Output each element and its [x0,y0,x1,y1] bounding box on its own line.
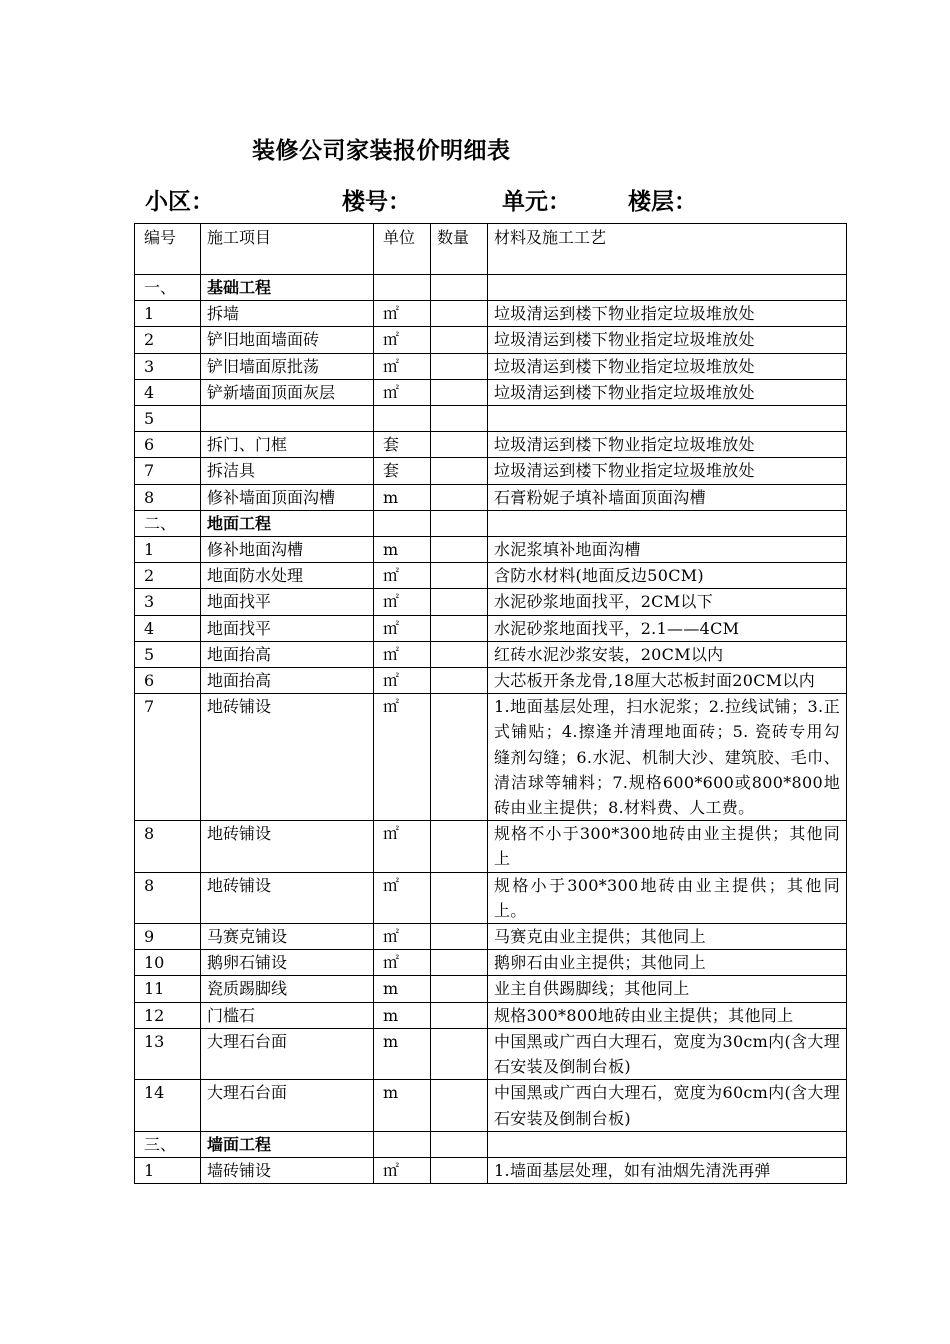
cell-item: 地面找平 [201,615,374,641]
table-row [135,976,847,1002]
cell-no: 12 [135,1002,201,1028]
cell-item: 基础工程 [201,275,374,301]
table-row [135,924,847,950]
cell-desc: 规格300*800地砖由业主提供；其他同上 [488,1002,847,1028]
cell-unit: m [374,976,431,1002]
cell-desc: 垃圾清运到楼下物业指定垃圾堆放处 [488,379,847,405]
header-desc: 材料及施工工艺 [488,224,847,275]
cell-unit: 套 [374,432,431,458]
cell-item: 铲旧墙面原批荡 [201,353,374,379]
table-row [135,821,847,872]
cell-no: 8 [135,821,201,872]
cell-desc: 规格不小于300*300地砖由业主提供；其他同上 [488,821,847,872]
cell-item: 铲旧地面墙面砖 [201,327,374,353]
unit-label: 单元： [502,188,571,215]
cell-desc: 石膏粉妮子填补墙面顶面沟槽 [488,484,847,510]
cell-no: 3 [135,589,201,615]
cell-unit: ㎡ [374,694,431,821]
cell-desc: 垃圾清运到楼下物业指定垃圾堆放处 [488,301,847,327]
cell-item: 地砖铺设 [201,821,374,872]
cell-desc: 水泥浆填补地面沟槽 [488,537,847,563]
cell-item: 地面抬高 [201,668,374,694]
cell-qty [431,301,488,327]
quote-table-body [135,224,847,1184]
table-row [135,458,847,484]
cell-desc: 垃圾清运到楼下物业指定垃圾堆放处 [488,353,847,379]
cell-no: 2 [135,563,201,589]
cell-unit: m [374,537,431,563]
cell-qty [431,406,488,432]
cell-desc: 大芯板开条龙骨,18厘大芯板封面20CM以内 [488,668,847,694]
cell-no: 11 [135,976,201,1002]
cell-desc [488,275,847,301]
cell-qty [431,1157,488,1183]
cell-item: 墙面工程 [201,1131,374,1157]
cell-unit: m [374,1080,431,1131]
cell-item: 地面抬高 [201,641,374,667]
table-header-row [135,224,847,275]
table-row [135,327,847,353]
page-title: 装修公司家装报价明细表 [252,137,511,164]
cell-item: 修补地面沟槽 [201,537,374,563]
header-no: 编号 [135,224,201,275]
cell-item: 拆洁具 [201,458,374,484]
cell-unit: ㎡ [374,668,431,694]
cell-item: 地砖铺设 [201,694,374,821]
cell-qty [431,537,488,563]
cell-desc [488,510,847,536]
cell-unit: m [374,1002,431,1028]
cell-no: 10 [135,950,201,976]
cell-desc: 中国黑或广西白大理石，宽度为60cm内(含大理石安装及倒制台板) [488,1080,847,1131]
cell-no: 4 [135,615,201,641]
cell-qty [431,484,488,510]
cell-desc: 水泥砂浆地面找平，2.1——4CM [488,615,847,641]
table-row [135,353,847,379]
table-row [135,1002,847,1028]
cell-unit: ㎡ [374,1157,431,1183]
cell-qty [431,510,488,536]
cell-desc: 垃圾清运到楼下物业指定垃圾堆放处 [488,458,847,484]
cell-unit: ㎡ [374,379,431,405]
cell-item: 墙砖铺设 [201,1157,374,1183]
cell-no: 1 [135,1157,201,1183]
cell-item: 地面防水处理 [201,563,374,589]
cell-item: 大理石台面 [201,1080,374,1131]
cell-unit: ㎡ [374,589,431,615]
cell-qty [431,1002,488,1028]
cell-qty [431,821,488,872]
cell-desc: 红砖水泥沙浆安装，20CM以内 [488,641,847,667]
table-row [135,537,847,563]
cell-no: 3 [135,353,201,379]
cell-qty [431,694,488,821]
cell-desc: 业主自供踢脚线；其他同上 [488,976,847,1002]
cell-qty [431,589,488,615]
cell-desc: 水泥砂浆地面找平，2CM以下 [488,589,847,615]
table-row [135,301,847,327]
community-label: 小区： [145,188,214,215]
table-row [135,589,847,615]
cell-qty [431,872,488,923]
cell-qty [431,563,488,589]
cell-item: 地面工程 [201,510,374,536]
section-row [135,275,847,301]
cell-qty [431,432,488,458]
cell-qty [431,950,488,976]
section-row [135,510,847,536]
cell-qty [431,1131,488,1157]
cell-no: 5 [135,641,201,667]
cell-qty [431,976,488,1002]
cell-qty [431,379,488,405]
table-row [135,1157,847,1183]
building-label: 楼号： [342,188,411,215]
cell-unit: ㎡ [374,872,431,923]
cell-qty [431,1028,488,1079]
cell-desc [488,1131,847,1157]
table-row [135,872,847,923]
cell-no: 6 [135,668,201,694]
cell-desc [488,406,847,432]
table-row [135,1080,847,1131]
section-row [135,1131,847,1157]
table-row [135,641,847,667]
cell-unit: m [374,1028,431,1079]
cell-item [201,406,374,432]
cell-unit: ㎡ [374,641,431,667]
cell-unit: ㎡ [374,615,431,641]
cell-unit: ㎡ [374,924,431,950]
cell-qty [431,275,488,301]
cell-no: 5 [135,406,201,432]
cell-unit: ㎡ [374,353,431,379]
cell-unit [374,275,431,301]
table-row [135,379,847,405]
cell-no: 2 [135,327,201,353]
cell-desc: 垃圾清运到楼下物业指定垃圾堆放处 [488,432,847,458]
cell-item: 铲新墙面顶面灰层 [201,379,374,405]
cell-no: 4 [135,379,201,405]
cell-unit: ㎡ [374,950,431,976]
cell-no: 1 [135,537,201,563]
cell-item: 拆门、门框 [201,432,374,458]
cell-item: 鹅卵石铺设 [201,950,374,976]
cell-no: 7 [135,458,201,484]
table-row [135,1028,847,1079]
table-row [135,432,847,458]
cell-item: 马赛克铺设 [201,924,374,950]
cell-desc: 马赛克由业主提供；其他同上 [488,924,847,950]
cell-unit: ㎡ [374,563,431,589]
cell-no: 三、 [135,1131,201,1157]
cell-unit [374,510,431,536]
cell-no: 9 [135,924,201,950]
header-qty: 数量 [431,224,488,275]
cell-desc: 1.地面基层处理，扫水泥浆；2.拉线试铺；3.正式铺贴；4.擦逢并清理地面砖；5. 瓷砖专用勾缝剂勾缝；6.水泥、机制大沙、建筑胶、毛巾、清洁球等辅料；7.规格600*600或800*800地砖由业主提供；8.材料费、人工费。 [488,694,847,821]
cell-item: 修补墙面顶面沟槽 [201,484,374,510]
table-row [135,615,847,641]
cell-qty [431,353,488,379]
cell-qty [431,615,488,641]
cell-no: 6 [135,432,201,458]
cell-no: 8 [135,872,201,923]
cell-item: 大理石台面 [201,1028,374,1079]
cell-no: 1 [135,301,201,327]
cell-desc: 含防水材料(地面反边50CM) [488,563,847,589]
table-row [135,563,847,589]
cell-desc: 1.墙面基层处理，如有油烟先清洗再弹 [488,1157,847,1183]
cell-qty [431,458,488,484]
cell-unit: m [374,484,431,510]
cell-desc: 鹅卵石由业主提供；其他同上 [488,950,847,976]
cell-item: 地面找平 [201,589,374,615]
floor-label: 楼层： [628,188,697,215]
table-row [135,484,847,510]
cell-no: 14 [135,1080,201,1131]
cell-unit: ㎡ [374,821,431,872]
cell-unit: ㎡ [374,327,431,353]
cell-item: 瓷质踢脚线 [201,976,374,1002]
cell-qty [431,1080,488,1131]
header-item: 施工项目 [201,224,374,275]
cell-no: 13 [135,1028,201,1079]
cell-no: 一、 [135,275,201,301]
cell-unit [374,1131,431,1157]
table-row [135,668,847,694]
cell-qty [431,327,488,353]
cell-unit: 套 [374,458,431,484]
cell-desc: 规格小于300*300地砖由业主提供；其他同上。 [488,872,847,923]
header-unit: 单位 [374,224,431,275]
cell-unit: ㎡ [374,301,431,327]
table-row [135,406,847,432]
cell-qty [431,924,488,950]
cell-item: 拆墙 [201,301,374,327]
quote-table [134,223,847,1184]
cell-qty [431,641,488,667]
cell-no: 二、 [135,510,201,536]
cell-item: 门槛石 [201,1002,374,1028]
cell-item: 地砖铺设 [201,872,374,923]
cell-desc: 垃圾清运到楼下物业指定垃圾堆放处 [488,327,847,353]
cell-desc: 中国黑或广西白大理石，宽度为30cm内(含大理石安装及倒制台板) [488,1028,847,1079]
cell-qty [431,668,488,694]
cell-no: 7 [135,694,201,821]
table-row [135,950,847,976]
cell-no: 8 [135,484,201,510]
table-row [135,694,847,821]
cell-unit [374,406,431,432]
